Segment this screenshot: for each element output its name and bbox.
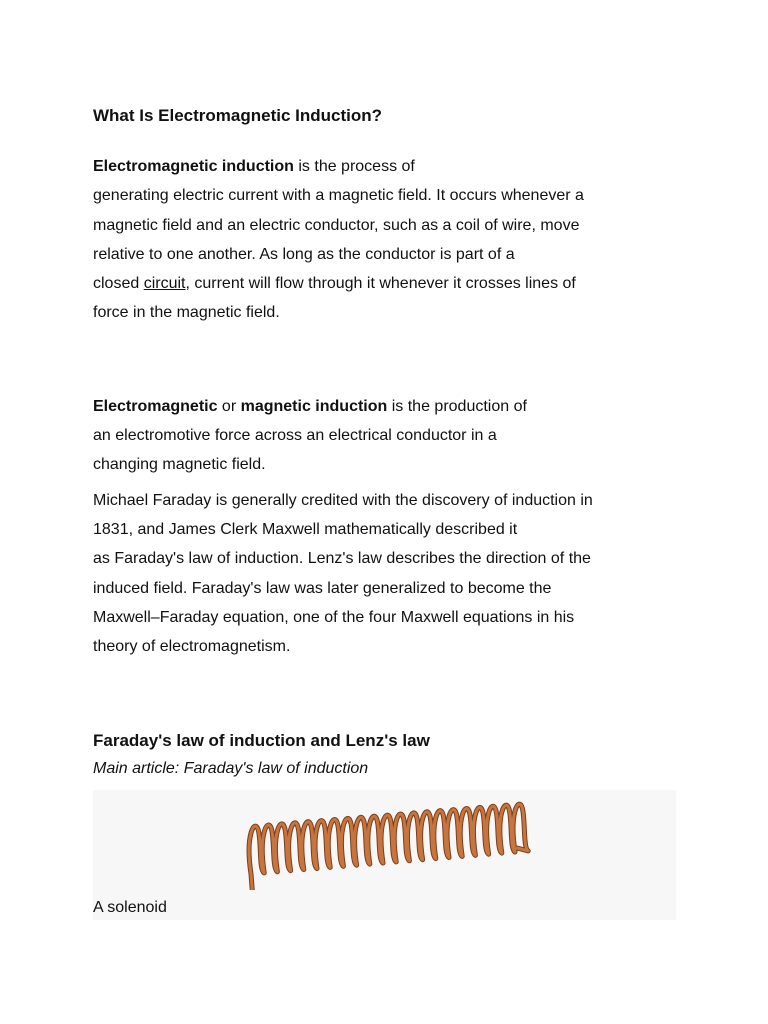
para3-line2: 1831, and James Clerk Maxwell mathematically described it bbox=[93, 520, 518, 538]
document-page bbox=[93, 104, 683, 920]
paragraph-production bbox=[93, 392, 683, 480]
solenoid-figure bbox=[93, 790, 676, 920]
paragraph-history bbox=[93, 486, 683, 662]
para3-line1: Michael Faraday is generally credited with the discovery of induction in bbox=[93, 491, 593, 509]
para1-text-g: force in the magnetic field. bbox=[93, 304, 280, 322]
main-article-note: Main article: Faraday's law of induction bbox=[93, 760, 369, 778]
para3-line6: theory of electromagnetism. bbox=[93, 638, 291, 656]
para3-line4: induced field. Faraday's law was later generalized to become the bbox=[93, 579, 552, 597]
paragraph-definition bbox=[93, 152, 683, 328]
para2-text-a: is the production of bbox=[387, 397, 527, 415]
para1-text-f: , current will flow through it whenever it crosses lines of bbox=[185, 275, 576, 293]
para2-text-c: changing magnetic field. bbox=[93, 456, 266, 474]
term-magnetic-induction: magnetic induction bbox=[240, 397, 388, 415]
para2-or: or bbox=[217, 397, 241, 415]
para2-text-b: an electromotive force across an electrical conductor in a bbox=[93, 427, 497, 445]
para1-text-d: relative to one another. As long as the conductor is part of a bbox=[93, 245, 515, 263]
para3-line3: as Faraday's law of induction. Lenz's law describes the direction of the bbox=[93, 550, 591, 568]
para1-text-e: closed bbox=[93, 275, 144, 293]
page-title: What Is Electromagnetic Induction? bbox=[93, 106, 383, 125]
solenoid-image bbox=[243, 790, 533, 890]
section-heading: Faraday's law of induction and Lenz's law bbox=[93, 731, 430, 751]
figure-caption: A solenoid bbox=[93, 899, 167, 917]
term-electromagnetic-induction: Electromagnetic induction bbox=[93, 158, 294, 175]
circuit-link[interactable]: circuit bbox=[143, 275, 186, 293]
para1-text-b: generating electric current with a magnetic field. It occurs whenever a bbox=[93, 187, 584, 205]
para3-line5: Maxwell–Faraday equation, one of the four Maxwell equations in his bbox=[93, 608, 575, 626]
para1-text-a: is the process of bbox=[293, 158, 415, 175]
term-electromagnetic: Electromagnetic bbox=[93, 397, 218, 415]
para1-text-c: magnetic field and an electric conductor, such as a coil of wire, move bbox=[93, 216, 580, 234]
